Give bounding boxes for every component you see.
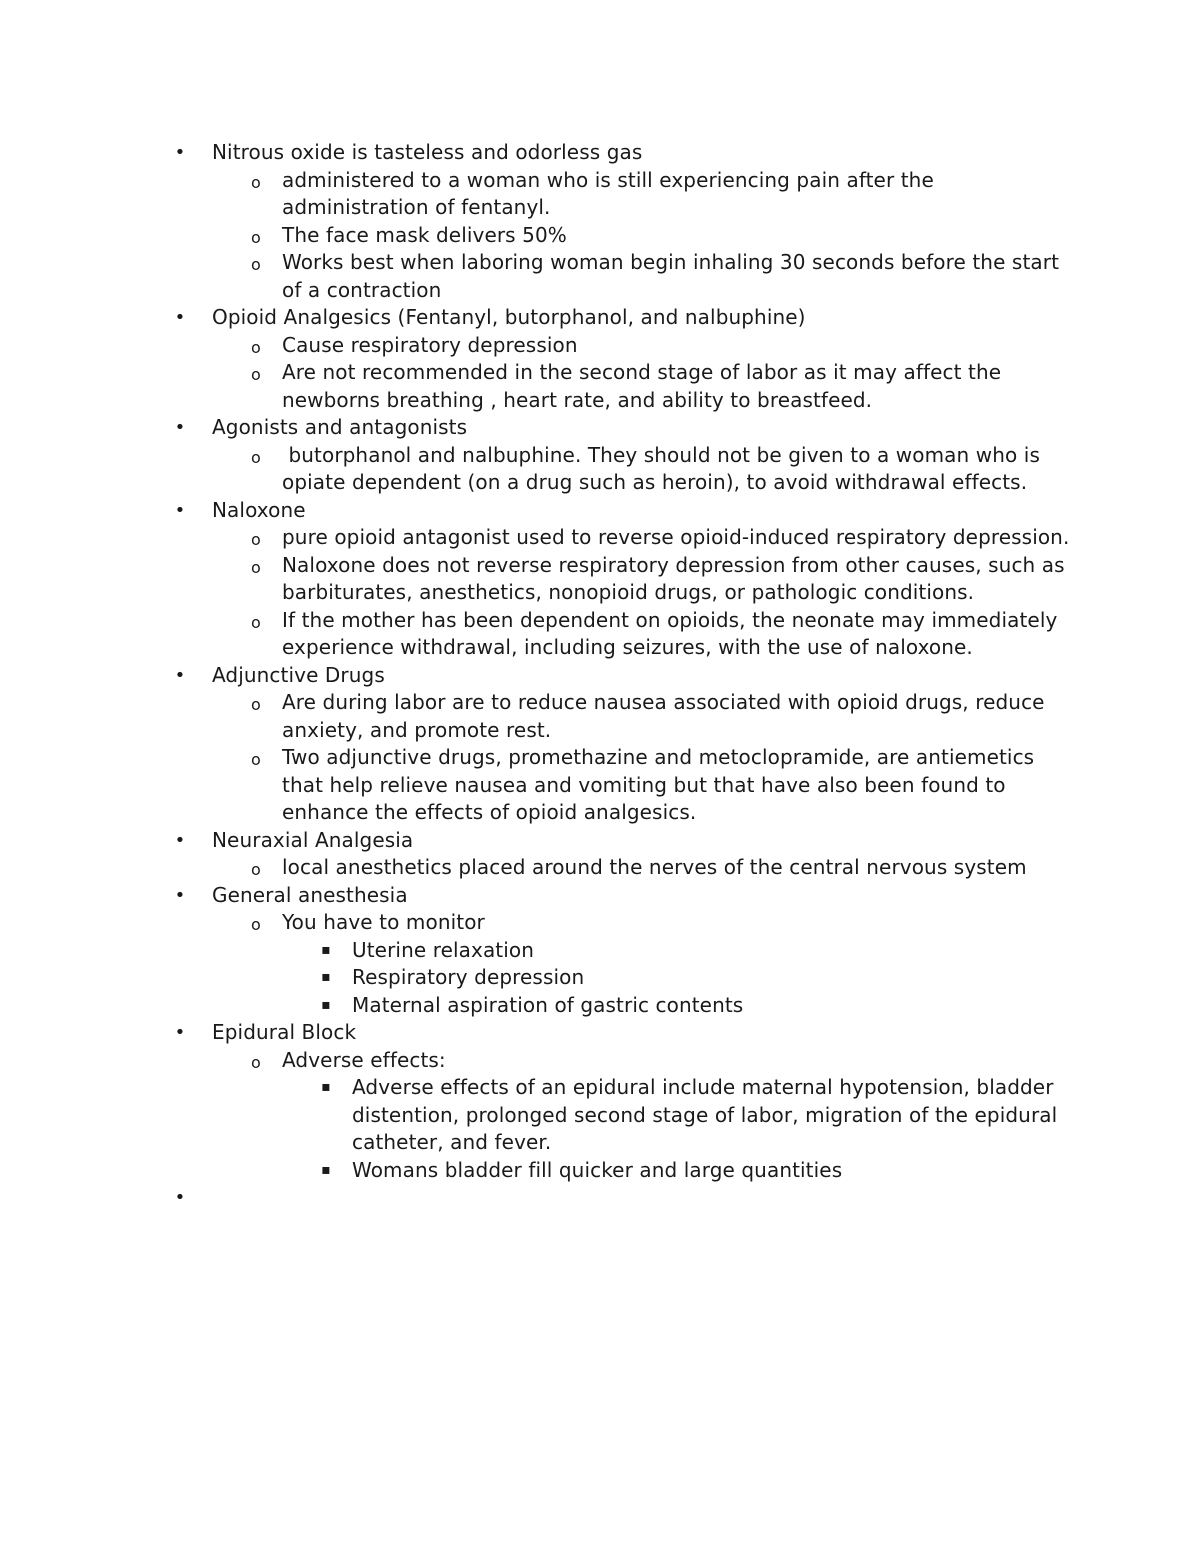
sub-list [212,167,1072,305]
sub-item [212,222,1072,250]
circle-marker: o [251,695,261,714]
bullet-marker: • [174,1022,186,1043]
sub-item-text: The face mask delivers 50% [282,222,567,247]
bullet-marker: • [174,884,186,906]
sub-list [212,332,1072,415]
sub-list [212,689,1072,827]
circle-marker: o [251,750,261,769]
sub-sub-item [282,1157,1072,1185]
sub-item-text: If the mother has been dependent on opioids, the neonate may immediately experience withdrawal, including seizures, with the use of naloxone. [282,607,1058,659]
bullet-marker: • [174,499,186,521]
sub-item-text: Cause respiratory depression [282,332,578,357]
bullet-marker: • [174,829,186,851]
circle-marker: o [251,530,261,549]
sub-item-text: administered to a woman who is still experiencing pain after the administration of fentanyl. [282,167,934,219]
outline-list [0,139,1200,1212]
outline-item [0,827,1072,882]
square-marker: ▪ [321,1079,331,1095]
circle-marker: o [251,255,261,274]
sub-item [212,909,1072,1019]
square-marker: ▪ [321,941,331,958]
sub-sub-item [282,937,1072,965]
sub-sub-item-text: Adverse effects of an epidural include maternal hypotension, bladder distention, prolonged second stage of labor, migration of the epidural catheter, and fever. [352,1075,1058,1154]
sub-item-text: Two adjunctive drugs, promethazine and metoclopramide, are antiemetics that help relieve nausea and vomiting but that have also been found to enhance the effects of opioid analgesics. [282,745,1035,824]
outline-item [0,414,1072,497]
section-title: Epidural Block [212,1020,357,1044]
bullet-marker: • [174,142,186,163]
sub-list [212,524,1072,662]
outline-item [0,662,1072,827]
sub-item-text: pure opioid antagonist used to reverse opioid-induced respiratory depression. [282,525,1070,549]
sub-item [212,552,1072,607]
sub-item-text: local anesthetics placed around the nerves of the central nervous system [282,855,1027,879]
bullet-marker: • [174,1187,186,1208]
circle-marker: o [251,860,261,879]
sub-item-text: Are during labor are to reduce nausea associated with opioid drugs, reduce anxiety, and promote rest. [282,690,1045,742]
bullet-marker: • [174,417,186,438]
sub-item-text: Adverse effects: [282,1047,446,1072]
sub-item [212,1047,1072,1185]
section-title: Nitrous oxide is tasteless and odorless gas [212,140,643,164]
sub-sub-item-text: Respiratory depression [352,965,585,989]
circle-marker: o [251,915,261,934]
sub-item [212,167,1072,222]
sub-item-text: Naloxone does not reverse respiratory depression from other causes, such as barbiturates, anesthetics, nonopioid drugs, or pathologic conditions. [282,552,1065,604]
outline-item [0,139,1072,304]
sub-sub-item-text: Womans bladder fill quicker and large quantities [352,1157,843,1182]
sub-sub-list [282,1074,1072,1184]
section-title: Neuraxial Analgesia [212,827,414,852]
sub-item-text: Are not recommended in the second stage of labor as it may affect the newborns breathing , heart rate, and ability to breastfeed. [282,360,1002,412]
sub-item [212,689,1072,744]
sub-list [212,909,1072,1019]
sub-sub-item [282,964,1072,992]
sub-item [212,854,1072,882]
sub-sub-item-text: Maternal aspiration of gastric contents [352,992,744,1017]
sub-item [212,607,1072,662]
section-title: Opioid Analgesics (Fentanyl, butorphanol, and nalbuphine) [212,305,806,329]
sub-sub-item [282,1074,1072,1157]
circle-marker: o [251,337,261,357]
sub-item [212,359,1072,414]
circle-marker: o [251,227,261,247]
sub-item-text: Works best when laboring woman begin inhaling 30 seconds before the start of a contraction [282,250,1060,302]
circle-marker: o [251,172,261,192]
section-title [212,1184,1072,1212]
outline-item [0,304,1072,414]
sub-sub-list [282,937,1072,1020]
square-marker: ▪ [321,996,331,1013]
section-title: Naloxone [212,497,306,522]
outline-item [0,1019,1072,1184]
sub-item-text: You have to monitor [282,910,485,934]
sub-sub-item [282,992,1072,1020]
document-body [0,139,1200,1212]
sub-list [212,1047,1072,1185]
circle-marker: o [251,557,261,577]
square-marker: ▪ [321,969,331,985]
bullet-marker: • [174,664,186,686]
bullet-marker: • [174,307,186,328]
sub-item [212,249,1072,304]
sub-item [212,524,1072,552]
section-title: General anesthesia [212,882,408,907]
sub-item [212,442,1072,497]
section-title: Agonists and antagonists [212,415,468,439]
circle-marker: o [251,365,261,384]
sub-list [212,854,1072,882]
circle-marker: o [251,612,261,632]
circle-marker: o [251,447,261,467]
square-marker: ▪ [321,1161,331,1178]
sub-list [212,442,1072,497]
sub-item-text: butorphanol and nalbuphine. They should not be given to a woman who is opiate dependent (on a drug such as heroin), to avoid withdrawal effects. [282,442,1047,494]
sub-item [212,744,1072,827]
outline-item-empty [0,1184,1072,1212]
sub-sub-item-text: Uterine relaxation [352,937,535,962]
outline-item [0,882,1072,1020]
section-title: Adjunctive Drugs [212,662,385,687]
sub-item [212,332,1072,360]
circle-marker: o [251,1052,261,1072]
outline-item [0,497,1072,662]
